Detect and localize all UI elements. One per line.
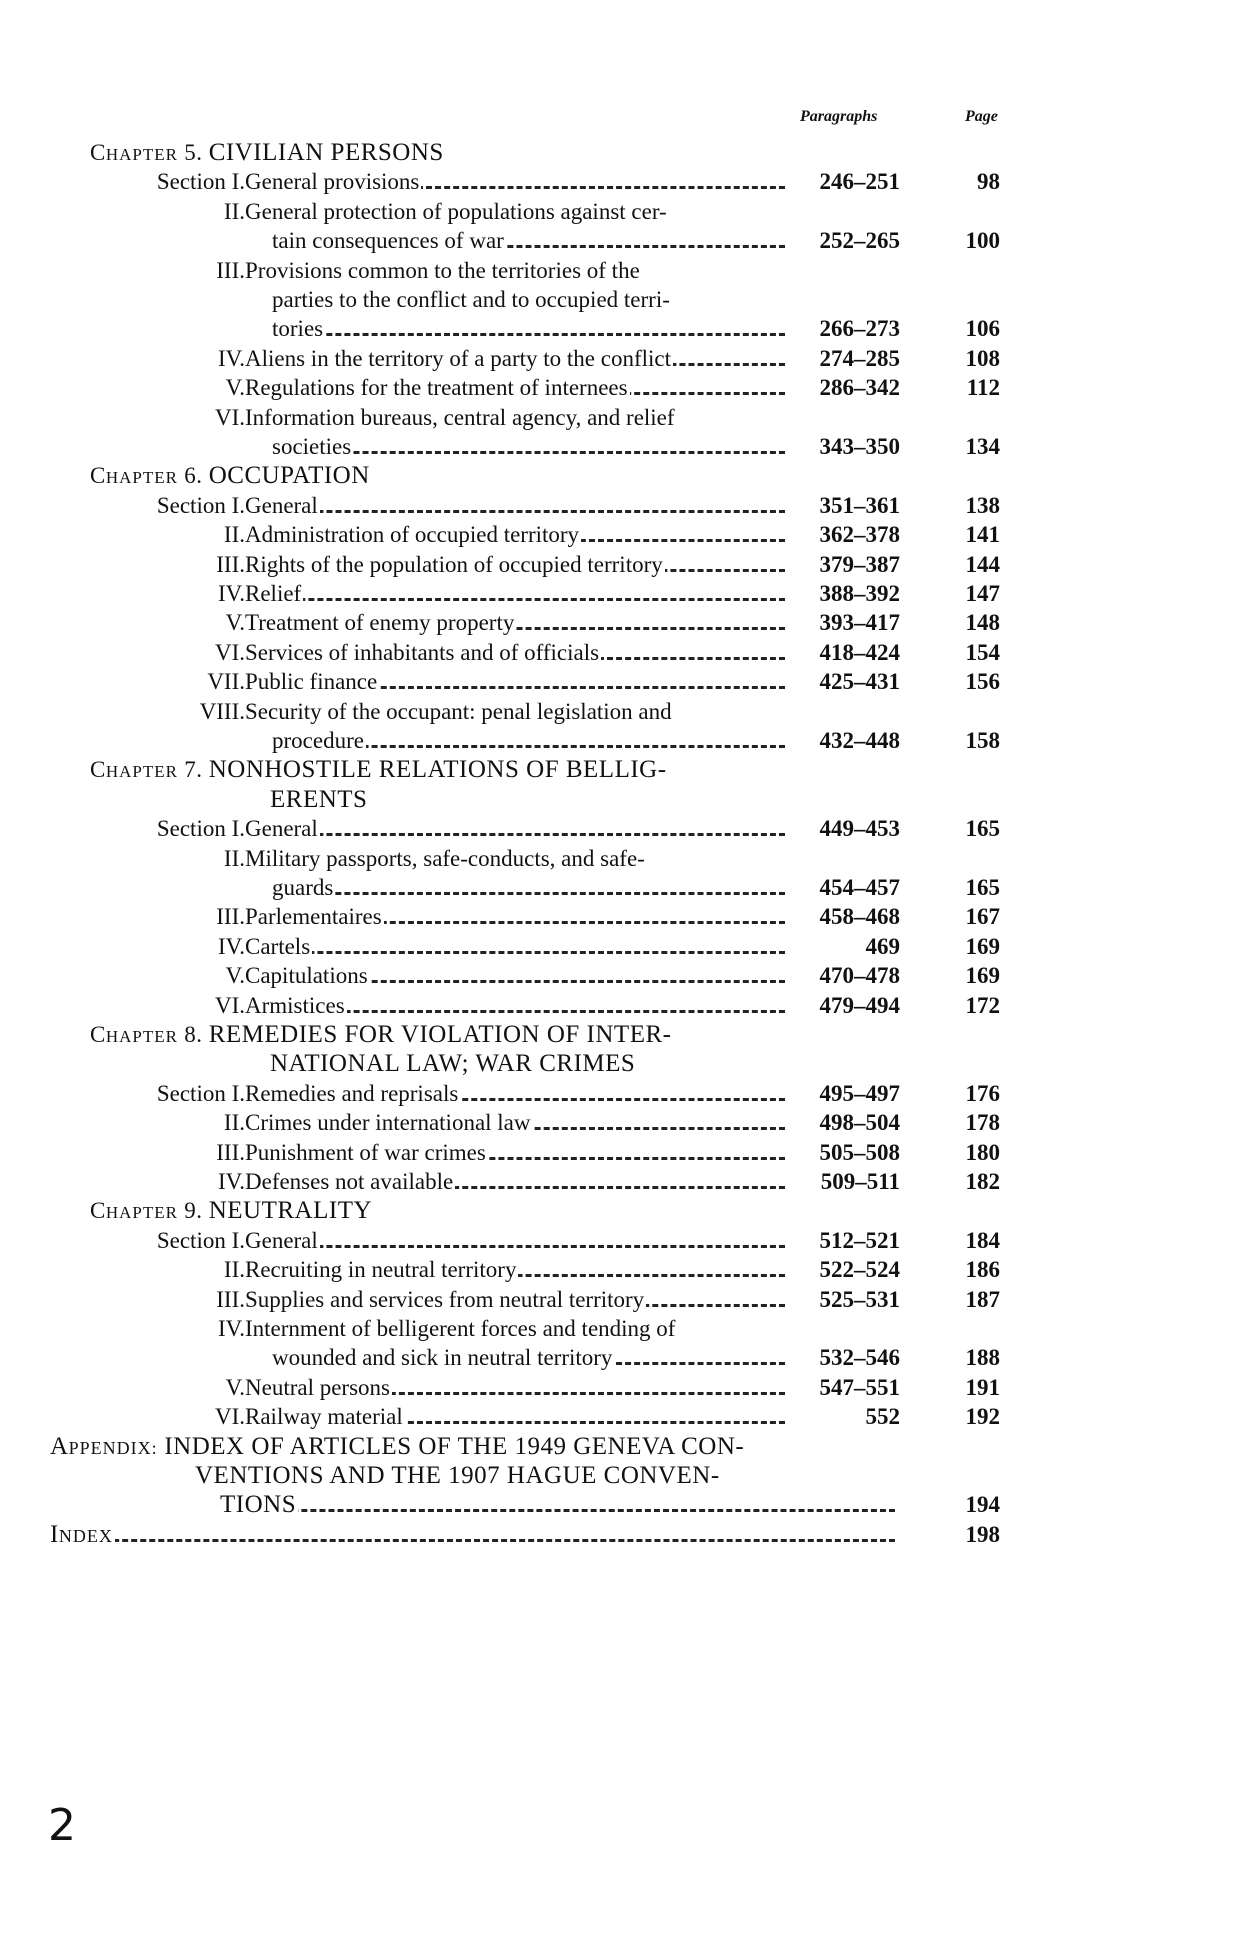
page-reference: 156 <box>965 669 1000 695</box>
section-title <box>245 844 785 874</box>
section-title <box>245 1373 785 1403</box>
section-title <box>245 373 785 403</box>
page-reference: 144 <box>965 551 1000 577</box>
section-title <box>245 167 785 197</box>
appendix-title-text: VENTIONS AND THE 1907 HAGUE CONVEN- <box>195 1462 720 1489</box>
page-reference: 108 <box>965 345 1000 371</box>
section-number: VI. <box>214 1404 245 1430</box>
page-reference: 98 <box>977 169 1000 195</box>
section-title <box>245 814 785 844</box>
section-title-text: Recruiting in neutral territory <box>245 1257 517 1283</box>
section-number: III. <box>216 904 245 930</box>
paragraph-range: 469 <box>865 933 900 959</box>
section-title <box>245 520 785 550</box>
appendix-title: INDEX OF ARTICLES OF THE 1949 GENEVA CON- <box>157 1432 745 1460</box>
paragraph-range: 532–546 <box>819 1345 900 1371</box>
section-title-text: Internment of belligerent forces and tending of <box>245 1316 676 1341</box>
section-title-text: Crimes under international law <box>245 1110 531 1136</box>
page-reference: 100 <box>965 228 1000 254</box>
section-number: III. <box>216 1286 245 1312</box>
paragraph-range: 522–524 <box>819 1257 900 1283</box>
section-number: Section I. <box>156 1227 245 1253</box>
section-title <box>245 256 785 286</box>
section-title-text: Relief <box>245 581 302 606</box>
index-entry <box>50 1520 895 1550</box>
page-reference: 154 <box>965 639 1000 665</box>
chapter-number: 8. <box>177 1022 209 1047</box>
paragraph-range: 432–448 <box>819 728 900 753</box>
page-reference: 198 <box>965 1521 1000 1547</box>
page-reference: 106 <box>965 316 1000 342</box>
paragraph-range: 470–478 <box>819 963 900 989</box>
section-title <box>245 961 785 991</box>
section-title-text: tain consequences of war <box>272 228 504 254</box>
paragraph-range: 393–417 <box>819 610 900 636</box>
section-title-text: Services of inhabitants and of officials <box>245 639 600 665</box>
page-reference: 112 <box>966 375 1000 401</box>
section-title-text: procedure <box>272 728 364 753</box>
section-number: Section I. <box>156 492 245 518</box>
section-number: IV. <box>217 1169 245 1194</box>
section-title-text: Capitulations <box>245 963 368 989</box>
section-title-text: Cartels <box>245 933 311 959</box>
section-title-text: tories <box>272 316 324 342</box>
section-title <box>245 491 785 521</box>
paragraph-range: 458–468 <box>819 904 900 930</box>
section-title <box>245 1402 785 1432</box>
paragraph-range: 495–497 <box>819 1080 900 1106</box>
chapter-heading <box>90 755 667 785</box>
paragraph-range: 498–504 <box>819 1110 900 1136</box>
section-title-text: Information bureaus, central agency, and relief <box>245 404 675 430</box>
appendix-label-rest: PPENDIX: <box>68 1437 158 1458</box>
page-reference: 169 <box>965 963 1000 989</box>
section-number: V. <box>225 1374 245 1400</box>
index-label-initial: I <box>50 1520 59 1548</box>
section-title <box>245 1285 785 1315</box>
paragraph-range: 525–531 <box>819 1286 900 1312</box>
appendix-label-initial: A <box>50 1432 69 1460</box>
paragraph-range: 479–494 <box>819 992 900 1018</box>
section-number: V. <box>225 375 245 401</box>
page-reference: 165 <box>965 816 1000 842</box>
section-title-text: Parlementaires <box>245 904 382 930</box>
section-title <box>245 403 785 433</box>
page-reference: 138 <box>965 492 1000 518</box>
chapter-title-continued: NATIONAL LAW; WAR CRIMES <box>270 1050 636 1078</box>
section-title <box>272 285 785 315</box>
section-title <box>245 1226 785 1256</box>
section-number: IV. <box>217 933 245 959</box>
appendix-title-continued <box>220 1490 895 1520</box>
paragraph-range: 274–285 <box>819 345 900 371</box>
section-number: V. <box>225 610 245 636</box>
section-title <box>272 873 785 903</box>
chapter-label-initial: C <box>90 140 106 165</box>
chapter-label-rest: HAPTER <box>105 762 178 782</box>
section-title-text: Neutral persons <box>245 1374 390 1400</box>
section-title-text: Punishment of war crimes <box>245 1139 486 1165</box>
page-reference: 167 <box>965 904 1000 930</box>
section-title <box>245 1138 785 1168</box>
page-reference: 180 <box>965 1139 1000 1165</box>
section-title-text: Armistices <box>245 992 345 1018</box>
section-title <box>245 932 785 962</box>
chapter-number: 5. <box>177 140 209 165</box>
page-reference: 158 <box>965 728 1000 753</box>
page-reference: 191 <box>965 1374 1000 1400</box>
appendix-heading <box>50 1432 744 1462</box>
page-reference: 148 <box>965 610 1000 636</box>
paragraph-range: 449–453 <box>819 816 900 842</box>
section-title-text: General protection of populations against cer- <box>245 198 667 224</box>
section-title-text: Remedies and reprisals <box>245 1080 459 1106</box>
section-number: IV. <box>217 345 245 371</box>
section-title <box>245 579 785 609</box>
chapter-title: OCCUPATION <box>208 462 370 490</box>
section-title-text: Supplies and services from neutral territory <box>245 1286 645 1312</box>
section-title-text: Military passports, safe-conducts, and safe- <box>245 845 645 871</box>
page-reference: 165 <box>965 875 1000 900</box>
index-label <box>50 1521 115 1548</box>
chapter-heading <box>90 1020 671 1050</box>
section-number: IV. <box>217 581 245 606</box>
section-title <box>245 1079 785 1109</box>
section-title-text: General <box>245 816 318 842</box>
section-title <box>272 226 785 256</box>
page-column-header: Page <box>965 108 998 125</box>
section-title <box>272 432 785 462</box>
paragraph-range: 388–392 <box>819 581 900 606</box>
section-number: VI. <box>214 639 245 665</box>
section-title <box>245 344 785 374</box>
paragraph-range: 252–265 <box>819 228 900 254</box>
page-reference: 141 <box>965 522 1000 548</box>
section-number: Section I. <box>156 816 245 842</box>
section-number: II. <box>223 845 245 871</box>
paragraph-range: 418–424 <box>819 639 900 665</box>
section-title-text: Treatment of enemy property <box>245 610 515 636</box>
chapter-label-initial: C <box>90 463 106 489</box>
page-reference: 186 <box>965 1257 1000 1283</box>
chapter-title: CIVILIAN PERSONS <box>208 139 444 166</box>
section-title-text: Security of the occupant: penal legislation and <box>245 698 672 724</box>
page-reference: 182 <box>965 1169 1000 1194</box>
paragraph-range: 552 <box>865 1404 900 1430</box>
index-label-rest: NDEX <box>58 1525 113 1546</box>
page-reference: 194 <box>965 1492 1000 1518</box>
section-number: II. <box>223 1110 245 1136</box>
page-reference: 169 <box>965 933 1000 959</box>
page-reference: 192 <box>965 1404 1000 1430</box>
section-title-text: parties to the conflict and to occupied terri- <box>272 287 670 312</box>
section-title <box>272 726 785 756</box>
page-reference: 134 <box>965 434 1000 459</box>
paragraph-range: 547–551 <box>819 1374 900 1400</box>
paragraph-range: 286–342 <box>819 375 900 401</box>
section-title <box>245 667 785 697</box>
section-number: II. <box>223 522 245 548</box>
section-title <box>245 991 785 1021</box>
section-title <box>245 1108 785 1138</box>
section-title <box>272 314 785 344</box>
section-title-text: Regulations for the treatment of internees <box>245 375 628 401</box>
chapter-label-initial: C <box>90 1198 106 1224</box>
chapter-label-initial: C <box>90 1022 106 1047</box>
chapter-title: NONHOSTILE RELATIONS OF BELLIG- <box>208 756 667 784</box>
section-title-text: Defenses not available <box>245 1169 454 1194</box>
section-title <box>245 1314 785 1344</box>
section-number: III. <box>216 257 245 283</box>
section-title <box>245 638 785 668</box>
chapter-title: REMEDIES FOR VIOLATION OF INTER- <box>208 1021 672 1048</box>
paragraph-range: 454–457 <box>819 875 900 900</box>
paragraphs-column-header: Paragraphs <box>800 108 878 125</box>
chapter-number: 6. <box>177 463 209 489</box>
section-title-text: guards <box>272 875 334 900</box>
paragraph-range: 362–378 <box>819 522 900 548</box>
section-title <box>245 1167 785 1197</box>
section-title-text: wounded and sick in neutral territory <box>272 1345 613 1371</box>
chapter-label-rest: HAPTER <box>105 145 178 164</box>
section-title-text: Railway material <box>245 1404 403 1430</box>
chapter-title-continued: ERENTS <box>270 785 368 813</box>
paragraph-range: 425–431 <box>819 669 900 695</box>
section-number: V. <box>225 963 245 989</box>
chapter-number: 9. <box>177 1198 209 1224</box>
section-number: VIII. <box>199 698 245 724</box>
page-reference: 172 <box>965 992 1000 1018</box>
section-title <box>245 550 785 580</box>
section-title-text: Provisions common to the territories of the <box>245 257 640 283</box>
page-reference: 188 <box>965 1345 1000 1371</box>
chapter-number: 7. <box>177 757 209 783</box>
paragraph-range: 505–508 <box>819 1139 900 1165</box>
section-title-text: societies <box>272 434 352 459</box>
section-number: VI. <box>214 404 245 430</box>
chapter-heading <box>90 461 370 491</box>
section-title <box>245 697 785 727</box>
page-reference: 176 <box>965 1080 1000 1106</box>
section-number: II. <box>223 1257 245 1283</box>
section-number: VI. <box>214 992 245 1018</box>
page-reference: 184 <box>965 1227 1000 1253</box>
chapter-label-rest: HAPTER <box>105 468 178 488</box>
paragraph-range: 266–273 <box>819 316 900 342</box>
paragraph-range: 351–361 <box>819 492 900 518</box>
section-title-text: General <box>245 492 318 518</box>
chapter-label-rest: HAPTER <box>105 1027 178 1046</box>
paragraph-range: 343–350 <box>819 434 900 459</box>
section-number: Section I. <box>156 1080 245 1106</box>
section-number: Section I. <box>156 169 245 195</box>
page-reference: 187 <box>965 1286 1000 1312</box>
section-title-text: Rights of the population of occupied territory <box>245 551 663 577</box>
paragraph-range: 509–511 <box>820 1169 900 1194</box>
paragraph-range: 379–387 <box>819 551 900 577</box>
section-title <box>245 1255 785 1285</box>
section-title <box>245 902 785 932</box>
chapter-label-initial: C <box>90 757 106 783</box>
chapter-heading <box>90 1196 372 1226</box>
section-number: III. <box>216 551 245 577</box>
section-title <box>272 1343 785 1373</box>
section-number: VII. <box>207 669 245 695</box>
page-reference: 147 <box>965 581 1000 606</box>
appendix-title-text: TIONS <box>220 1491 297 1519</box>
section-number: IV. <box>217 1316 245 1341</box>
section-title-text: General <box>245 1227 318 1253</box>
section-title-text: General provisions <box>245 169 420 195</box>
paragraph-range: 512–521 <box>819 1227 900 1253</box>
section-title-text: Public finance <box>245 669 378 695</box>
chapter-title: NEUTRALITY <box>208 1197 373 1225</box>
section-number: III. <box>216 1139 245 1165</box>
chapter-label-rest: HAPTER <box>105 1203 178 1223</box>
paragraph-range: 246–251 <box>819 169 900 195</box>
section-title <box>245 608 785 638</box>
appendix-title-continued <box>195 1461 895 1491</box>
section-title <box>245 197 785 227</box>
section-number: II. <box>223 198 245 224</box>
chapter-heading <box>90 138 444 168</box>
section-title-text: Aliens in the territory of a party to the conflict <box>245 345 672 371</box>
page-number: 2 <box>48 1800 76 1851</box>
section-title-text: Administration of occupied territory <box>245 522 580 548</box>
page-reference: 178 <box>965 1110 1000 1136</box>
